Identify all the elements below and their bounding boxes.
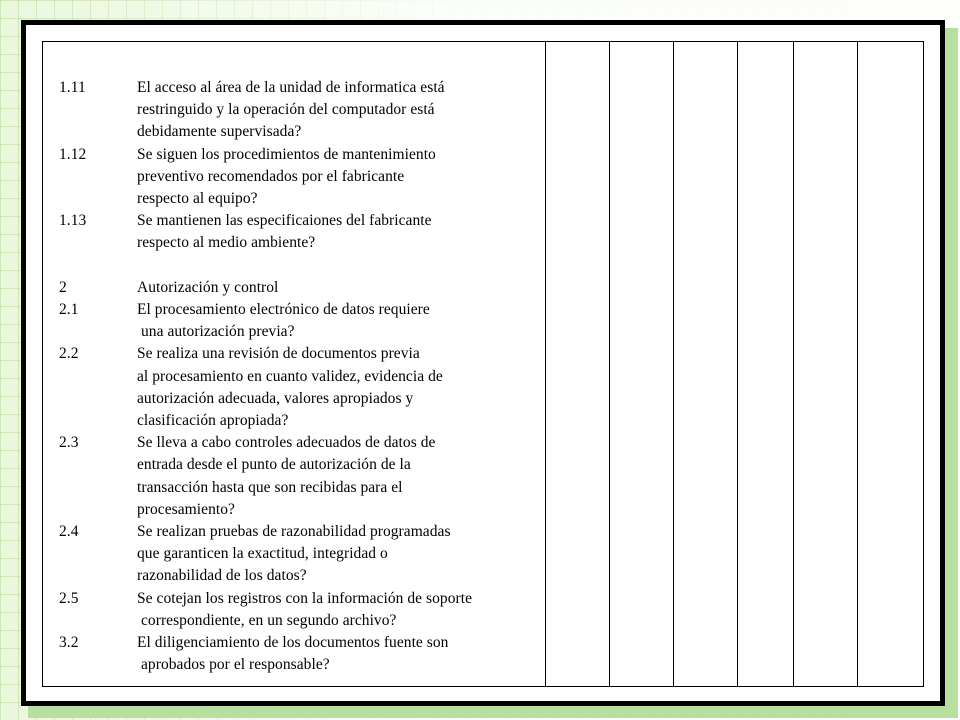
list-item	[59, 521, 549, 543]
column-divider	[793, 42, 794, 686]
slide-frame	[21, 20, 945, 706]
list-item	[59, 299, 549, 321]
item-text: El procesamiento electrónico de datos requiere	[137, 301, 430, 319]
column-divider	[737, 42, 738, 686]
item-number: 2.4	[59, 523, 79, 541]
question-list	[59, 77, 549, 676]
item-text: Se realizan pruebas de razonabilidad programadas	[137, 523, 451, 541]
item-number: 3.2	[59, 634, 79, 652]
item-text: respecto al medio ambiente?	[137, 234, 316, 252]
item-text: preventivo recomendados por el fabricante	[137, 167, 405, 185]
item-text: Se cotejan los registros con la información de soporte	[137, 589, 472, 607]
item-text: Se lleva a cabo controles adecuados de datos de	[137, 434, 436, 452]
item-number: 2.3	[59, 434, 79, 452]
item-text: El diligenciamiento de los documentos fuente son	[137, 634, 449, 652]
item-text: que garanticen la exactitud, integridad o	[137, 545, 388, 563]
item-text: Se mantienen las especificaiones del fabricante	[137, 212, 432, 230]
item-text: restringuido y la operación del computador está	[137, 101, 435, 119]
item-number: 1.11	[59, 79, 86, 96]
item-text: respecto al equipo?	[137, 190, 258, 208]
item-text: al procesamiento en cuanto validez, evidencia de	[137, 367, 443, 385]
list-item	[59, 632, 549, 654]
section-heading	[59, 277, 549, 299]
list-item	[59, 588, 549, 610]
item-text: autorización adecuada, valores apropiados y	[137, 389, 414, 407]
column-divider	[673, 42, 674, 686]
column-divider	[609, 42, 610, 686]
item-text: aprobados por el responsable?	[141, 656, 330, 674]
item-number: 2.5	[59, 589, 79, 607]
item-text: debidamente supervisada?	[137, 123, 302, 141]
item-number: 1.12	[59, 145, 87, 163]
column-divider	[857, 42, 858, 686]
item-text: Autorización y control	[137, 278, 279, 296]
item-text: entrada desde el punto de autorización de la	[137, 456, 411, 474]
list-item	[59, 77, 549, 99]
item-text: El acceso al área de la unidad de informatica está	[137, 79, 445, 96]
item-text: correspondiente, en un segundo archivo?	[141, 611, 397, 629]
item-number: 2	[59, 278, 67, 296]
checklist-table	[42, 41, 924, 687]
item-text: Se siguen los procedimientos de mantenimiento	[137, 145, 436, 163]
item-text: Se realiza una revisión de documentos previa	[137, 345, 420, 363]
list-item	[59, 210, 549, 232]
item-text: clasificación apropiada?	[137, 412, 289, 430]
item-text: procesamiento?	[137, 500, 235, 518]
item-text: transacción hasta que son recibidas para el	[137, 478, 403, 496]
item-text: una autorización previa?	[141, 323, 295, 341]
item-number: 2.1	[59, 301, 79, 319]
item-text: razonabilidad de los datos?	[137, 567, 307, 585]
list-item	[59, 343, 549, 365]
list-item	[59, 432, 549, 454]
item-number: 2.2	[59, 345, 79, 363]
list-item	[59, 144, 549, 166]
item-number: 1.13	[59, 212, 87, 230]
